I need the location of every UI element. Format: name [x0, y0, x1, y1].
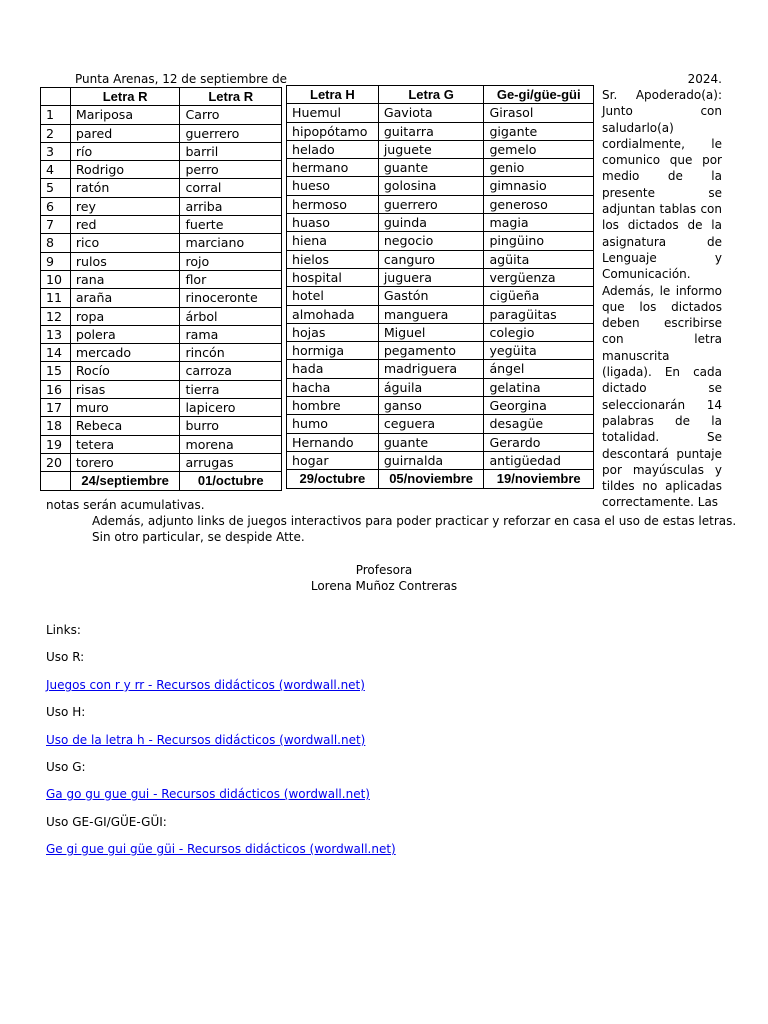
- table-row: [287, 159, 594, 177]
- table-cell: árbol: [180, 307, 282, 325]
- table-row: [41, 307, 282, 325]
- table-row: [41, 161, 282, 179]
- table-cell: yegüita: [484, 342, 594, 360]
- table-row: [287, 232, 594, 250]
- dictation-date: 24/septiembre: [70, 472, 180, 490]
- table-cell: hombre: [287, 397, 379, 415]
- table-cell: lapicero: [180, 399, 282, 417]
- table-cell: 3: [41, 142, 71, 160]
- table-cell: hiena: [287, 232, 379, 250]
- table-cell: golosina: [378, 177, 484, 195]
- table-cell: ganso: [378, 397, 484, 415]
- table-cell: ángel: [484, 360, 594, 378]
- table-cell: 2: [41, 124, 71, 142]
- table-cell: antigüedad: [484, 451, 594, 469]
- table-cell: 20: [41, 453, 71, 471]
- table-cell: Gaviota: [378, 104, 484, 122]
- table-cell: helado: [287, 140, 379, 158]
- table-cell: flor: [180, 270, 282, 288]
- table-cell: hermano: [287, 159, 379, 177]
- table-cell: guerrero: [180, 124, 282, 142]
- table-cell: rinoceronte: [180, 289, 282, 307]
- table-row: [287, 250, 594, 268]
- table-cell: colegio: [484, 323, 594, 341]
- table-cell: barril: [180, 142, 282, 160]
- table-cell: madriguera: [378, 360, 484, 378]
- table-row: [287, 415, 594, 433]
- dictation-date: 01/octubre: [180, 472, 282, 490]
- table-cell: hielos: [287, 250, 379, 268]
- table-cell: ropa: [70, 307, 180, 325]
- table-cell: pared: [70, 124, 180, 142]
- table-row: [41, 325, 282, 343]
- link-g-games[interactable]: Ga go gu gue gui - Recursos didácticos (wordwall.net): [46, 787, 370, 801]
- table-row: [287, 451, 594, 469]
- link-label-r: Uso R:: [46, 650, 85, 664]
- table-cell: 8: [41, 234, 71, 252]
- table-cell: 14: [41, 344, 71, 362]
- letter-paragraph-links: Además, adjunto links de juegos interactivos para poder practicar y reforzar en casa el uso de estas letras.: [92, 514, 737, 528]
- table-cell: vergüenza: [484, 268, 594, 286]
- table-cell: negocio: [378, 232, 484, 250]
- table-cell: paragüitas: [484, 305, 594, 323]
- table-cell: juguete: [378, 140, 484, 158]
- table-row: [41, 216, 282, 234]
- table-cell: araña: [70, 289, 180, 307]
- table-cell: polera: [70, 325, 180, 343]
- table-cell: rulos: [70, 252, 180, 270]
- table-cell: gimnasio: [484, 177, 594, 195]
- table-cell: perro: [180, 161, 282, 179]
- letter-paragraph-closing: Sin otro particular, se despide Atte.: [92, 530, 305, 544]
- table-cell: Miguel: [378, 323, 484, 341]
- table-cell: morena: [180, 435, 282, 453]
- table-row: [287, 433, 594, 451]
- table-cell: magia: [484, 214, 594, 232]
- table-cell: arriba: [180, 197, 282, 215]
- column-header: Letra H: [287, 86, 379, 104]
- header-row: [41, 88, 282, 106]
- table-cell: muro: [70, 399, 180, 417]
- table-cell: Rodrigo: [70, 161, 180, 179]
- table-cell: rojo: [180, 252, 282, 270]
- table-cell: 6: [41, 197, 71, 215]
- table-cell: hormiga: [287, 342, 379, 360]
- table-cell: guante: [378, 433, 484, 451]
- links-heading: Links:: [46, 623, 81, 637]
- table-cell: agüita: [484, 250, 594, 268]
- table-cell: 5: [41, 179, 71, 197]
- table-cell: fuerte: [180, 216, 282, 234]
- table-cell: Huemul: [287, 104, 379, 122]
- table-cell: guerrero: [378, 195, 484, 213]
- table-cell: 12: [41, 307, 71, 325]
- table-row: [287, 287, 594, 305]
- table-row: [287, 214, 594, 232]
- letter-body: Sr. Apoderado(a): Junto con saludarlo(a) cordialmente, le comunico que por medio de la presente se adjuntan tablas con los dictados de la asignatura de Lenguaje y Comunicación. Además, le informo que los dictados deben escribirse con letra manuscrita (ligada). En cada dictado se seleccionarán 14 palabras de la totalidad. Se descontará puntaje por mayúsculas y tildes no aplicadas correctamente. Las: [602, 88, 722, 510]
- table-cell: torero: [70, 453, 180, 471]
- table-cell: guante: [378, 159, 484, 177]
- column-header: Ge-gi/güe-güi: [484, 86, 594, 104]
- column-header: Letra R: [180, 88, 282, 106]
- link-label-g: Uso G:: [46, 760, 86, 774]
- table-cell: canguro: [378, 250, 484, 268]
- column-header: Letra R: [70, 88, 180, 106]
- table-cell: pegamento: [378, 342, 484, 360]
- table-cell: hipopótamo: [287, 122, 379, 140]
- table-cell: rana: [70, 270, 180, 288]
- table-cell: rico: [70, 234, 180, 252]
- table-cell: 19: [41, 435, 71, 453]
- table-row: [41, 252, 282, 270]
- table-cell: pingüino: [484, 232, 594, 250]
- link-r-games[interactable]: Juegos con r y rr - Recursos didácticos (wordwall.net): [46, 678, 365, 692]
- table-row: [287, 140, 594, 158]
- table-cell: guitarra: [378, 122, 484, 140]
- link-label-h: Uso H:: [46, 705, 86, 719]
- table-cell: hada: [287, 360, 379, 378]
- table-cell: Hernando: [287, 433, 379, 451]
- table-cell: 10: [41, 270, 71, 288]
- table-row: [41, 453, 282, 471]
- table-cell: 13: [41, 325, 71, 343]
- table-cell: hotel: [287, 287, 379, 305]
- signature-role: Profesora: [355, 563, 413, 577]
- table-row: [41, 289, 282, 307]
- dictation-date: [41, 472, 71, 490]
- dictation-dates-row: [287, 470, 594, 488]
- table-row: [41, 417, 282, 435]
- date-prefix: Punta Arenas, 12 de septiembre de: [75, 72, 287, 86]
- table-row: [287, 177, 594, 195]
- table-cell: Carro: [180, 106, 282, 124]
- table-cell: 1: [41, 106, 71, 124]
- table-cell: guinda: [378, 214, 484, 232]
- table-cell: Mariposa: [70, 106, 180, 124]
- table-cell: ceguera: [378, 415, 484, 433]
- table-cell: generoso: [484, 195, 594, 213]
- column-header: [41, 88, 71, 106]
- table-cell: marciano: [180, 234, 282, 252]
- table-row: [287, 378, 594, 396]
- header-row: [287, 86, 594, 104]
- table-cell: 18: [41, 417, 71, 435]
- table-row: [287, 323, 594, 341]
- table-cell: gelatina: [484, 378, 594, 396]
- table-cell: manguera: [378, 305, 484, 323]
- table-cell: red: [70, 216, 180, 234]
- dictation-date: 29/octubre: [287, 470, 379, 488]
- table-row: [41, 435, 282, 453]
- table-cell: 11: [41, 289, 71, 307]
- letter-tail: notas serán acumulativas.: [46, 498, 205, 512]
- table-cell: juguera: [378, 268, 484, 286]
- table-cell: rey: [70, 197, 180, 215]
- table-cell: almohada: [287, 305, 379, 323]
- table-row: [41, 344, 282, 362]
- dictation-table-h-g: [286, 85, 594, 489]
- table-cell: hospital: [287, 268, 379, 286]
- link-ge-games[interactable]: Ge gi gue gui güe güi - Recursos didácticos (wordwall.net): [46, 842, 396, 856]
- table-row: [287, 342, 594, 360]
- table-cell: tetera: [70, 435, 180, 453]
- table-row: [287, 122, 594, 140]
- link-h-games[interactable]: Uso de la letra h - Recursos didácticos (wordwall.net): [46, 733, 366, 747]
- column-header: Letra G: [378, 86, 484, 104]
- table-cell: Gastón: [378, 287, 484, 305]
- table-cell: 16: [41, 380, 71, 398]
- table-cell: Girasol: [484, 104, 594, 122]
- table-row: [41, 106, 282, 124]
- signature-name: Lorena Muñoz Contreras: [310, 579, 458, 593]
- table-cell: mercado: [70, 344, 180, 362]
- table-cell: 15: [41, 362, 71, 380]
- dictation-dates-row: [41, 472, 282, 490]
- table-cell: rincón: [180, 344, 282, 362]
- table-cell: hogar: [287, 451, 379, 469]
- table-cell: carroza: [180, 362, 282, 380]
- table-row: [41, 270, 282, 288]
- table-cell: hacha: [287, 378, 379, 396]
- table-row: [41, 234, 282, 252]
- table-row: [287, 397, 594, 415]
- link-label-ge: Uso GE-GI/GÜE-GÜI:: [46, 815, 167, 829]
- dictation-table-r: [40, 87, 282, 491]
- table-row: [287, 104, 594, 122]
- table-row: [41, 142, 282, 160]
- table-cell: arrugas: [180, 453, 282, 471]
- table-row: [41, 197, 282, 215]
- table-cell: risas: [70, 380, 180, 398]
- table-row: [41, 179, 282, 197]
- table-cell: corral: [180, 179, 282, 197]
- table-cell: gemelo: [484, 140, 594, 158]
- table-cell: guirnalda: [378, 451, 484, 469]
- table-row: [41, 124, 282, 142]
- table-cell: hojas: [287, 323, 379, 341]
- table-row: [287, 268, 594, 286]
- table-cell: Rebeca: [70, 417, 180, 435]
- table-cell: desagüe: [484, 415, 594, 433]
- table-cell: hueso: [287, 177, 379, 195]
- table-cell: burro: [180, 417, 282, 435]
- table-cell: ratón: [70, 179, 180, 197]
- table-cell: hermoso: [287, 195, 379, 213]
- table-cell: genio: [484, 159, 594, 177]
- table-cell: 17: [41, 399, 71, 417]
- table-cell: huaso: [287, 214, 379, 232]
- table-cell: tierra: [180, 380, 282, 398]
- table-cell: cigüeña: [484, 287, 594, 305]
- table-cell: 9: [41, 252, 71, 270]
- table-cell: Rocío: [70, 362, 180, 380]
- table-cell: río: [70, 142, 180, 160]
- table-row: [41, 399, 282, 417]
- dictation-date: 05/noviembre: [378, 470, 484, 488]
- table-cell: humo: [287, 415, 379, 433]
- table-cell: rama: [180, 325, 282, 343]
- table-cell: Gerardo: [484, 433, 594, 451]
- table-cell: águila: [378, 378, 484, 396]
- dictation-date: 19/noviembre: [484, 470, 594, 488]
- table-cell: gigante: [484, 122, 594, 140]
- table-cell: Georgina: [484, 397, 594, 415]
- table-row: [287, 305, 594, 323]
- table-row: [287, 195, 594, 213]
- table-row: [41, 380, 282, 398]
- table-row: [41, 362, 282, 380]
- table-cell: 7: [41, 216, 71, 234]
- table-cell: 4: [41, 161, 71, 179]
- date-year: 2024.: [687, 72, 722, 86]
- table-row: [287, 360, 594, 378]
